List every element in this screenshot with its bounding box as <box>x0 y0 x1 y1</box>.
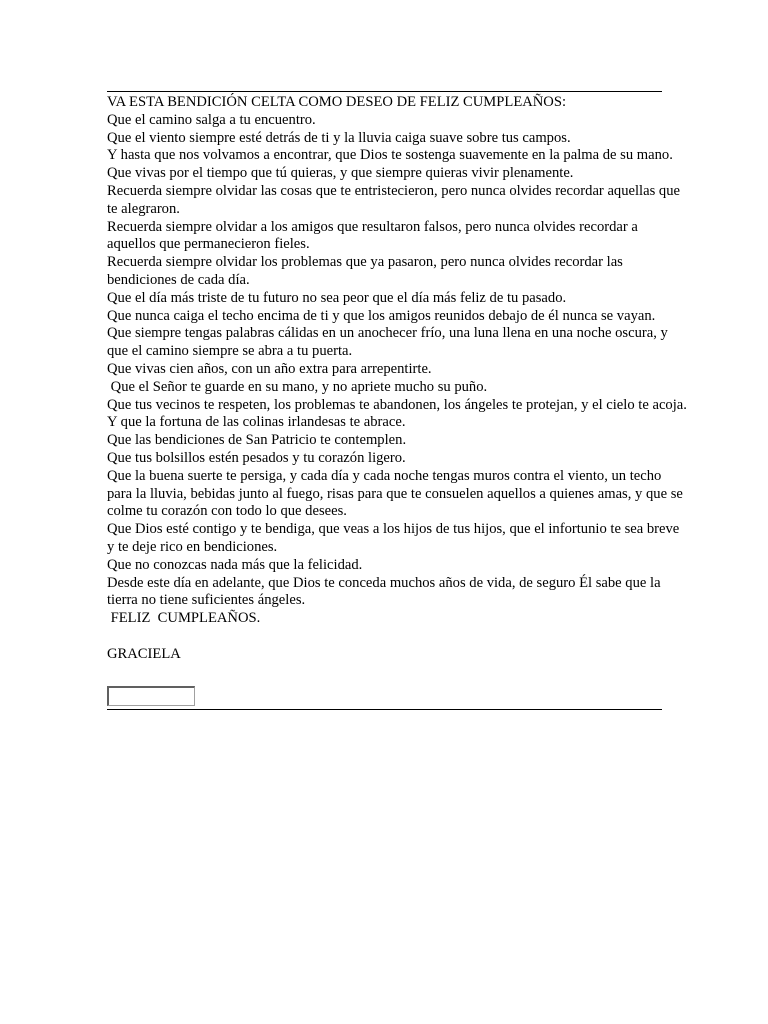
blessing-line: Que nunca caiga el techo encima de ti y que los amigos reunidos debajo de él nunca se vayan. <box>107 307 656 324</box>
blessing-line: Desde este día en adelante, que Dios te conceda muchos años de vida, de seguro Él sabe que la tierra no tiene suficientes ángeles. <box>107 574 661 609</box>
bottom-rule <box>107 709 662 710</box>
blessing-line: Que tus vecinos te respeten, los problemas te abandonen, los ángeles te protejan, y el cielo te acoja. Y que la fortuna de las colinas irlandesas te abrace. <box>107 396 687 431</box>
blessing-line: Recuerda siempre olvidar los problemas que ya pasaron, pero nunca olvides recordar las bendiciones de cada día. <box>107 254 623 288</box>
blessing-line: Que vivas por el tiempo que tú quieras, y que siempre quieras vivir plenamente. <box>107 165 574 182</box>
blessing-line: Que el viento siempre esté detrás de ti y la lluvia caiga suave sobre tus campos. <box>107 129 571 146</box>
blessing-line: Que el camino salga a tu encuentro. <box>107 111 316 128</box>
blessing-line: Que siempre tengas palabras cálidas en un anochecer frío, una luna llena en una noche oscura, y que el camino siempre se abra a tu puerta. <box>107 325 668 360</box>
top-rule <box>107 91 662 92</box>
blessing-line: Que vivas cien años, con un año extra para arrepentirte. <box>107 360 432 377</box>
blessing-line: Que la buena suerte te persiga, y cada día y cada noche tengas muros contra el viento, un techo para la lluvia, bebidas junto al fuego, risas para que te consuelen aquellos a quienes amas, y que se colme tu corazón con todo lo que desees. <box>107 467 683 520</box>
blank-line <box>107 628 689 646</box>
blessing-line: Que no conozcas nada más que la felicidad. <box>107 556 363 573</box>
blessing-line: Recuerda siempre olvidar las cosas que te entristecieron, pero nunca olvides recordar aquellas que te alegraron. <box>107 182 680 217</box>
blessing-line: Que tus bolsillos estén pesados y tu corazón ligero. <box>107 449 406 466</box>
signature-box <box>107 686 195 706</box>
blessing-line: Y hasta que nos volvamos a encontrar, que Dios te sostenga suavemente en la palma de su mano. <box>107 147 673 164</box>
blessing-line: Que el día más triste de tu futuro no sea peor que el día más feliz de tu pasado. <box>107 289 567 306</box>
blessing-line: Que el Señor te guarde en su mano, y no apriete mucho su puño. <box>107 378 488 395</box>
signature: GRACIELA <box>107 645 181 662</box>
heading: VA ESTA BENDICIÓN CELTA COMO DESEO DE FELIZ CUMPLEAÑOS: <box>107 94 567 110</box>
blessing-line: Recuerda siempre olvidar a los amigos que resultaron falsos, pero nunca olvides recordar a aquellos que permanecieron fieles. <box>107 218 638 253</box>
blessing-line: Que las bendiciones de San Patricio te contemplen. <box>107 432 407 449</box>
blessing-line: Que Dios esté contigo y te bendiga, que veas a los hijos de tus hijos, que el infortunio te sea breve y te deje rico en bendiciones. <box>107 521 680 555</box>
blessing-text <box>107 94 689 664</box>
closing-line: FELIZ CUMPLEAÑOS. <box>107 610 261 627</box>
